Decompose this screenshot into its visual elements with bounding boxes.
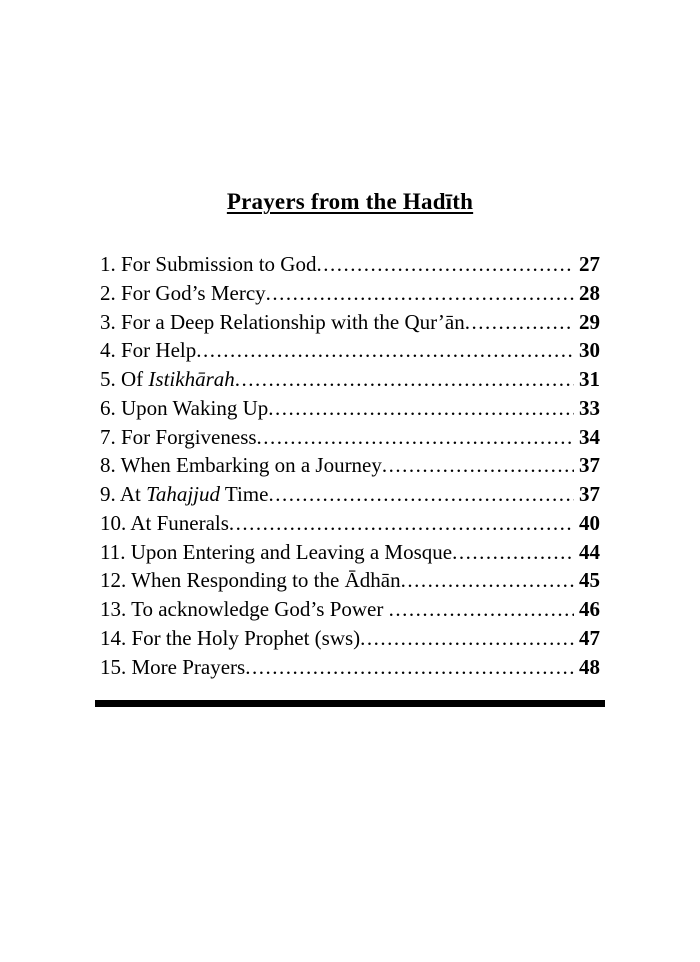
toc-entry — [100, 279, 600, 308]
toc-entry — [100, 624, 600, 653]
toc-entry-label: 13. To acknowledge God’s Power — [100, 597, 389, 621]
toc-entry-page: 47 — [579, 625, 600, 650]
toc-entry-page: 44 — [579, 539, 600, 564]
toc-entry-page: 30 — [579, 338, 600, 363]
dot-leader — [245, 653, 574, 682]
toc-entry-label: 3. For a Deep Relationship with the Qur’ān — [100, 309, 465, 334]
toc-entry-label: 9. At Tahajjud Time — [100, 482, 269, 506]
dot-leader — [229, 509, 574, 538]
bottom-rule — [95, 700, 605, 707]
toc-entry-label: 1. For Submission to God — [100, 252, 317, 276]
toc-entry-label: 11. Upon Entering and Leaving a Mosque — [100, 539, 453, 564]
toc-entry-page: 46 — [579, 597, 600, 621]
toc-entry-page: 29 — [579, 309, 600, 334]
toc-entry-page: 28 — [579, 280, 600, 305]
dot-leader — [316, 250, 574, 279]
toc-entry — [100, 538, 600, 567]
toc-entry — [100, 595, 600, 624]
toc-entry-page: 45 — [579, 568, 600, 593]
toc-entry-label: 15. More Prayers — [100, 654, 246, 679]
toc-entry — [100, 250, 600, 279]
dot-leader — [268, 394, 574, 423]
toc-entry-label: 12. When Responding to the Ādhān — [100, 568, 401, 593]
toc-entry-label: 7. For Forgiveness — [100, 424, 257, 449]
dot-leader — [266, 279, 574, 308]
toc-entry-label: 6. Upon Waking Up — [100, 395, 269, 420]
dot-leader — [268, 480, 574, 509]
toc-entry-page: 31 — [579, 367, 600, 391]
dot-leader — [389, 595, 574, 624]
toc-entry — [100, 480, 600, 509]
toc-entry — [100, 394, 600, 423]
toc-entry — [100, 509, 600, 538]
toc-entry — [100, 365, 600, 394]
dot-leader — [360, 624, 574, 653]
toc-entry-label: 8. When Embarking on a Journey — [100, 453, 382, 478]
dot-leader — [196, 336, 574, 365]
toc-entry-label: 2. For God’s Mercy — [100, 280, 266, 305]
toc-entry — [100, 451, 600, 480]
toc-entry-label: 10. At Funerals — [100, 510, 229, 535]
toc-entry-page: 27 — [579, 252, 600, 276]
dot-leader — [257, 423, 574, 452]
dot-leader — [382, 451, 574, 480]
toc-list — [100, 250, 600, 681]
toc-entry-page: 48 — [579, 654, 600, 679]
page-title: Prayers from the Hadīth — [226, 189, 474, 214]
toc-entry — [100, 653, 600, 682]
toc-entry-label: 14. For the Holy Prophet (sws) — [100, 625, 361, 650]
toc-entry-label: 4. For Help — [100, 338, 197, 363]
dot-leader — [401, 566, 574, 595]
toc-entry-label: 5. Of Istikhārah — [100, 367, 235, 391]
toc-entry — [100, 423, 600, 452]
toc-entry-page: 37 — [579, 482, 600, 506]
toc-entry — [100, 308, 600, 337]
toc-entry — [100, 566, 600, 595]
dot-leader — [452, 538, 574, 567]
dot-leader — [465, 308, 574, 337]
toc-entry-page: 40 — [579, 510, 600, 535]
toc-entry-page: 34 — [579, 424, 600, 449]
toc-entry-page: 33 — [579, 395, 600, 420]
toc-entry — [100, 336, 600, 365]
toc-entry-page: 37 — [579, 453, 600, 478]
dot-leader — [235, 365, 574, 394]
